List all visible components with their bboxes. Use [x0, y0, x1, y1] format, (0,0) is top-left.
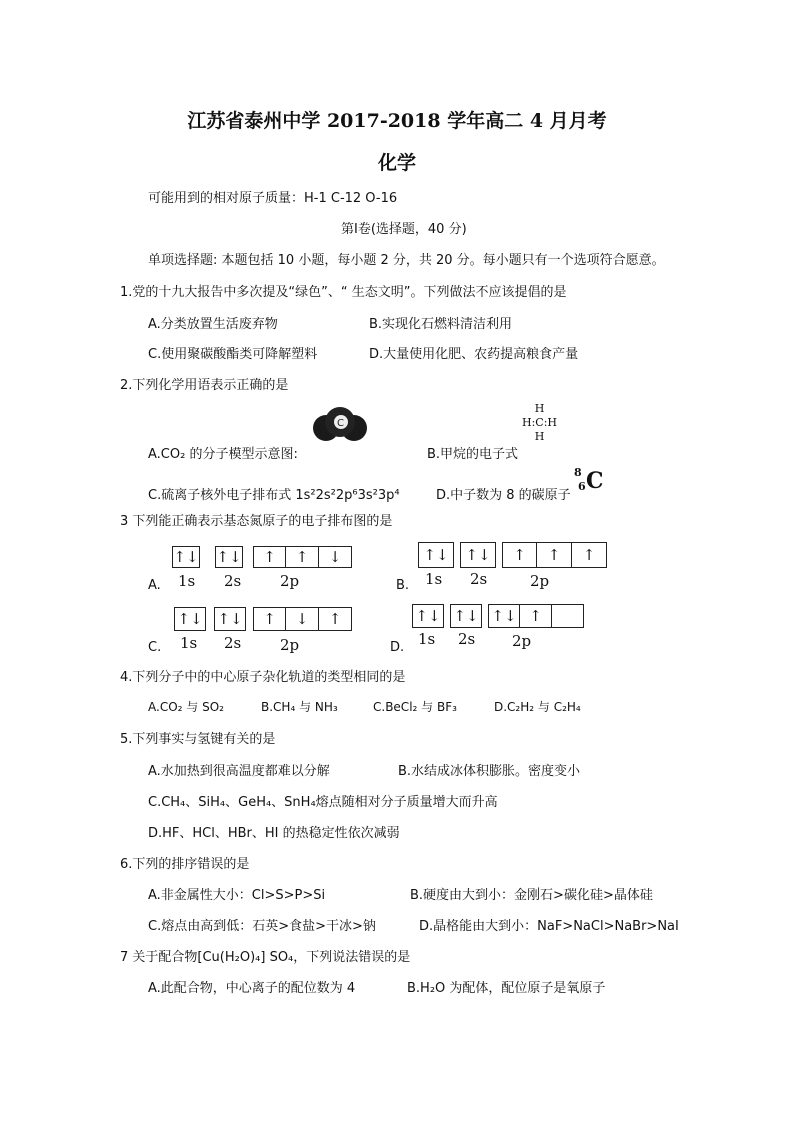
q4-option-c: C.BeCl₂ 与 BF₃ — [373, 700, 457, 714]
question-1-stem: 1.党的十九大报告中多次提及“绿色”、“ 生态文明”。下列做法不应该提倡的是 — [120, 285, 567, 300]
q3-c-label-2p: 2p — [280, 636, 300, 654]
q3-b-label-2s: 2s — [470, 570, 488, 588]
q2-option-b: B.甲烷的电子式 — [427, 447, 519, 462]
q7-option-b: B.H₂O 为配体，配位原子是氧原子 — [407, 981, 606, 996]
q7-option-a: A.此配合物，中心离子的配位数为 4 — [148, 981, 356, 996]
q6-option-b: B.硬度由大到小：金刚石>碳化硅>晶体硅 — [410, 888, 653, 903]
q5-option-c: C.CH₄、SiH₄、GeH₄、SnH₄熔点随相对分子质量增大而升高 — [148, 795, 498, 810]
part-heading: 第Ⅰ卷(选择题，40 分) — [341, 222, 467, 237]
methane-electron-formula: H H:C:H H — [522, 402, 558, 443]
subject-title: 化学 — [377, 152, 416, 174]
q3-b-label-1s: 1s — [425, 570, 443, 588]
q3-d-label-1s: 1s — [418, 630, 436, 648]
q3-d-label-2p: 2p — [512, 632, 532, 650]
q1-option-d: D.大量使用化肥、农药提高粮食产量 — [369, 347, 579, 362]
q3-c-2p: ↑ ↓ ↑ — [253, 607, 352, 631]
q4-option-d: D.C₂H₂ 与 C₂H₄ — [494, 700, 581, 714]
q3-c-label-2s: 2s — [224, 634, 242, 652]
question-4-stem: 4.下列分子中的中心原子杂化轨道的类型相同的是 — [120, 670, 406, 685]
svg-text:C: C — [337, 418, 344, 429]
question-6-stem: 6.下列的排序错误的是 — [120, 857, 250, 872]
q3-a-2p: ↑ ↑ ↓ — [253, 546, 352, 568]
q3-a-label-2s: 2s — [224, 572, 242, 590]
q1-option-b: B.实现化石燃料清洁利用 — [369, 317, 513, 332]
question-3-stem: 3 下列能正确表示基态氮原子的电子排布图的是 — [120, 514, 393, 529]
q3-c-label-1s: 1s — [180, 634, 198, 652]
question-7-stem: 7 关于配合物[Cu(H₂O)₄] SO₄，下列说法错误的是 — [120, 950, 411, 965]
atomic-mass-line: 可能用到的相对原子质量：H-1 C-12 O-16 — [148, 191, 398, 206]
question-2-stem: 2.下列化学用语表示正确的是 — [120, 378, 289, 393]
q3-d-2s: ↑↓ — [450, 604, 482, 628]
q3-label-c: C. — [148, 640, 162, 655]
q3-c-1s: ↑↓ — [174, 607, 206, 631]
q4-option-a: A.CO₂ 与 SO₂ — [148, 700, 224, 714]
q2-option-d: D.中子数为 8 的碳原子 — [436, 488, 571, 503]
q3-d-label-2s: 2s — [458, 630, 476, 648]
q3-d-2p: ↑↓ ↑ — [488, 604, 584, 628]
q3-b-2p: ↑ ↑ ↑ — [502, 542, 607, 568]
q3-b-1s: ↑↓ — [418, 542, 454, 568]
q6-option-d: D.晶格能由大到小：NaF>NaCl>NaBr>NaI — [419, 919, 679, 934]
q1-option-a: A.分类放置生活废弃物 — [148, 317, 278, 332]
q3-a-1s: ↑↓ — [173, 548, 199, 566]
page-title: 江苏省泰州中学 2017-2018 学年高二 4 月月考 — [187, 110, 607, 132]
q3-d-1s: ↑↓ — [412, 604, 444, 628]
q5-option-a: A.水加热到很高温度都难以分解 — [148, 764, 330, 779]
q6-option-c: C.熔点由高到低：石英>食盐>干冰>钠 — [148, 919, 376, 934]
q3-a-label-1s: 1s — [178, 572, 196, 590]
q2-option-a: A.CO₂ 的分子模型示意图: — [148, 447, 298, 462]
q3-label-b: B. — [396, 578, 410, 593]
q3-b-label-2p: 2p — [530, 572, 550, 590]
q3-c-2s: ↑↓ — [214, 607, 246, 631]
instructions: 单项选择题: 本题包括 10 小题，每小题 2 分，共 20 分。每小题只有一个选项符合愿意。 — [148, 253, 665, 268]
q6-option-a: A.非金属性大小：Cl>S>P>Si — [148, 888, 326, 903]
q3-b-2s: ↑↓ — [460, 542, 496, 568]
co2-model-image — [308, 402, 372, 448]
question-5-stem: 5.下列事实与氢键有关的是 — [120, 732, 276, 747]
q3-a-label-2p: 2p — [280, 572, 300, 590]
q1-option-c: C.使用聚碳酸酯类可降解塑料 — [148, 347, 318, 362]
q4-option-b: B.CH₄ 与 NH₃ — [261, 700, 338, 714]
q3-label-d: D. — [390, 640, 405, 655]
q2-option-c: C.硫离子核外电子排布式 1s²2s²2p⁶3s²3p⁴ — [148, 488, 400, 503]
q3-a-2s: ↑↓ — [216, 548, 242, 566]
q5-option-d: D.HF、HCl、HBr、HI 的热稳定性依次减弱 — [148, 826, 400, 841]
q3-label-a: A. — [148, 578, 161, 593]
q5-option-b: B.水结成冰体积膨胀。密度变小 — [398, 764, 581, 779]
